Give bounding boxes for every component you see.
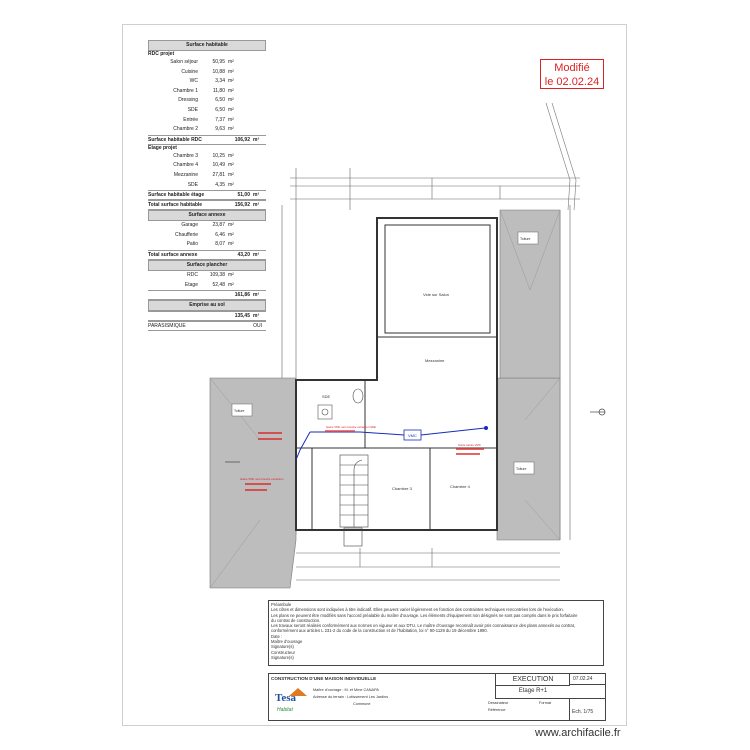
plancher-row-unit: m² (228, 271, 234, 278)
emprise-total-row: 135,45 m² (148, 311, 266, 321)
date-label: 07.02.24 (569, 674, 605, 685)
etage-row (148, 181, 266, 191)
rdc-total-row: Surface habitable RDC 106,92 m² (148, 135, 266, 145)
annexe-row (148, 221, 266, 231)
notes-line: Date : (271, 633, 283, 639)
etage-total-row: Surface habitable étage 51,00 m² (148, 190, 266, 200)
label-vmc: VMC (408, 433, 417, 438)
modified-stamp-line1: Modifié (554, 62, 590, 74)
notes-line: Préambule (271, 602, 292, 607)
site-boundary (546, 103, 576, 210)
rdc-row-label: Chambre 2 (173, 126, 198, 133)
etage-row (148, 171, 266, 181)
annexe-row-label: Patio (186, 241, 198, 248)
label-toiture-right: Toiture (516, 467, 527, 471)
red-note-gaine-extraction: Gaine VMC vers bouche extraction (240, 477, 284, 481)
label-mezzanine: Mezzanine (425, 358, 445, 363)
surface-table (148, 40, 266, 331)
address-line: Adresse du terrain : Lotissement Les Jardins (313, 695, 389, 699)
rdc-row-label: SDE (187, 106, 198, 113)
etage-row-label: SDE (187, 181, 198, 188)
contract-notes (268, 600, 604, 666)
red-note-gaine-sde: Gaine VMC vers bouche extraction SDE (326, 425, 376, 429)
rdc-rows (148, 58, 266, 135)
rdc-row-unit: m² (228, 78, 234, 85)
rdc-row (148, 68, 266, 78)
project-title: CONSTRUCTION D'UNE MAISON INDIVIDUELLE (271, 676, 377, 681)
plancher-row-unit: m² (228, 281, 234, 288)
rdc-row-label: Dressing (178, 97, 198, 104)
rdc-row-value: 6,50 (215, 97, 225, 104)
rdc-row (148, 116, 266, 126)
city-line: Commune (353, 702, 371, 706)
phase-label: EXECUTION (495, 674, 570, 686)
meta-dessinateur: Dessinateur (488, 701, 509, 705)
notes-line: Les plans ne peuvent être modifiés sans l'accord préalable du maître d'ouvrage. Les éléments d'équipement non désignés ne sont pas compris dans le prix forfaitaire (271, 612, 578, 618)
annexe-total-row: Total surface annexe 43,20 m² (148, 250, 266, 260)
rdc-row (148, 77, 266, 87)
emprise-title: Emprise au sol (148, 300, 266, 311)
annexe-row-value: 23,87 (212, 222, 225, 229)
rdc-row-unit: m² (228, 106, 234, 113)
grand-total-row: Total surface habitable 156,92 m² (148, 200, 266, 210)
annexe-row (148, 231, 266, 241)
plancher-total-row: 161,86 m² (148, 290, 266, 300)
rdc-row-unit: m² (228, 68, 234, 75)
etage-row-label: Mezzanine (173, 171, 198, 178)
rdc-row-value: 50,95 (212, 59, 225, 65)
rdc-row (148, 58, 266, 68)
etage-row-unit: m² (228, 152, 234, 159)
plancher-row-label: RDC (187, 271, 198, 278)
etage-row-unit: m² (228, 181, 234, 188)
rdc-row-unit: m² (228, 97, 234, 104)
label-vide-sur-salon: Vide sur Salon (423, 292, 449, 297)
etage-row (148, 152, 266, 162)
archifacile-watermark: www.archifacile.fr (535, 727, 621, 739)
scale-label: Ech. 1/75 (572, 709, 594, 715)
meta-reference: Référence (488, 708, 506, 712)
rdc-row-unit: m² (228, 126, 234, 133)
rdc-row-value: 3,34 (215, 78, 225, 85)
etage-row-value: 27,81 (212, 171, 225, 178)
rdc-row-value: 11,80 (212, 87, 225, 94)
notes-line: du contrat de construction. (271, 617, 321, 623)
sheet-name: Etage R+1 (495, 685, 570, 698)
etage-row (148, 161, 266, 171)
dimension-lines-right (560, 205, 570, 540)
rdc-row-value: 7,37 (215, 116, 225, 123)
rdc-row-value: 6,50 (215, 106, 225, 113)
etage-row-unit: m² (228, 162, 234, 169)
etage-section-label: Etage projet (148, 144, 177, 151)
annexe-row-unit: m² (228, 231, 234, 238)
rdc-section-label: RDC projet (148, 51, 175, 57)
plancher-rows (148, 271, 266, 290)
rdc-row-value: 10,88 (212, 68, 225, 75)
notes-line: Les travaux seront réalisés conformément aux normes en vigueur et aux DTU. Le maître d'ouvrage reconnaît avoir pris connaissance des plans annexés au contrat, (271, 623, 576, 629)
label-toiture-top: Toiture (520, 237, 531, 241)
rdc-row (148, 96, 266, 106)
etage-row-value: 10,25 (212, 152, 225, 159)
plancher-row (148, 271, 266, 281)
plancher-row (148, 281, 266, 291)
surface-table-title: Surface habitable (148, 40, 266, 51)
rdc-row-label: WC (189, 78, 198, 85)
notes-line: Signature(s) (271, 644, 294, 650)
annexe-title: Surface annexe (148, 210, 266, 221)
plancher-row-label: Etage (184, 281, 198, 288)
rdc-row-label: Chambre 1 (173, 87, 198, 94)
notes-line: conformément aux articles L 231-2 du code de la construction et de l'habitation, loi n° 90-1129 du 19 décembre 1990. (271, 628, 488, 634)
rdc-row (148, 125, 266, 135)
label-chambre-4: Chambre 4 (450, 484, 470, 489)
owner-line: Maître d'ouvrage : M. et Mme CANAPA (313, 688, 379, 692)
etage-row-unit: m² (228, 171, 234, 178)
annexe-rows (148, 221, 266, 250)
annexe-row-unit: m² (228, 222, 234, 229)
modified-stamp (540, 59, 604, 89)
annexe-row-unit: m² (228, 241, 234, 248)
rdc-row-unit: m² (228, 59, 234, 65)
rdc-row (148, 87, 266, 97)
rdc-row-label: Entrée (183, 116, 198, 123)
notes-line: Les côtes et dimensions sont indiquées à titre indicatif. Elles peuvent varier légèrement en fonction des contraintes techniques rencontrées lors de l'exécution. (271, 607, 564, 613)
dimension-lines-bottom (296, 548, 560, 580)
annexe-row-label: Chaufferie (175, 231, 198, 238)
title-block (268, 673, 606, 721)
parasismique-row: PARASISMIQUE OUI (148, 321, 266, 331)
annexe-row (148, 240, 266, 250)
label-chambre-3: Chambre 3 (392, 486, 412, 491)
plancher-title: Surface plancher (148, 260, 266, 271)
etage-row-label: Chambre 3 (173, 152, 198, 159)
rdc-row-value: 9,63 (215, 126, 225, 133)
annexe-row-label: Garage (181, 222, 198, 229)
rdc-row-label: Cuisine (181, 68, 198, 75)
label-sde: SDE (322, 394, 331, 399)
etage-row-label: Chambre 4 (173, 162, 198, 169)
annexe-row-value: 8,07 (215, 241, 225, 248)
etage-rows (148, 152, 266, 190)
rdc-row-unit: m² (228, 87, 234, 94)
company-logo: Tesa Habitat (273, 688, 307, 716)
notes-line: Constructeur (271, 649, 295, 655)
dimension-lines-top (290, 178, 580, 199)
rdc-row-unit: m² (228, 116, 234, 123)
rdc-row-label: Salon séjour (170, 59, 198, 65)
red-note-sortie-toiture: Sortie toiture VMC (458, 443, 481, 447)
etage-row-value: 10,49 (212, 162, 225, 169)
rdc-row (148, 106, 266, 116)
notes-line: Signature(s) (271, 654, 294, 660)
label-toiture-left: Toiture (234, 409, 245, 413)
modified-stamp-line2: le 02.02.24 (544, 76, 600, 88)
etage-row-value: 4,35 (215, 181, 225, 188)
plancher-row-value: 52,48 (212, 281, 225, 288)
annexe-row-value: 6,46 (215, 231, 225, 238)
plancher-row-value: 109,38 (209, 271, 225, 278)
meta-format: Format (539, 701, 552, 705)
notes-line: Maître d'ouvrage (271, 639, 303, 645)
